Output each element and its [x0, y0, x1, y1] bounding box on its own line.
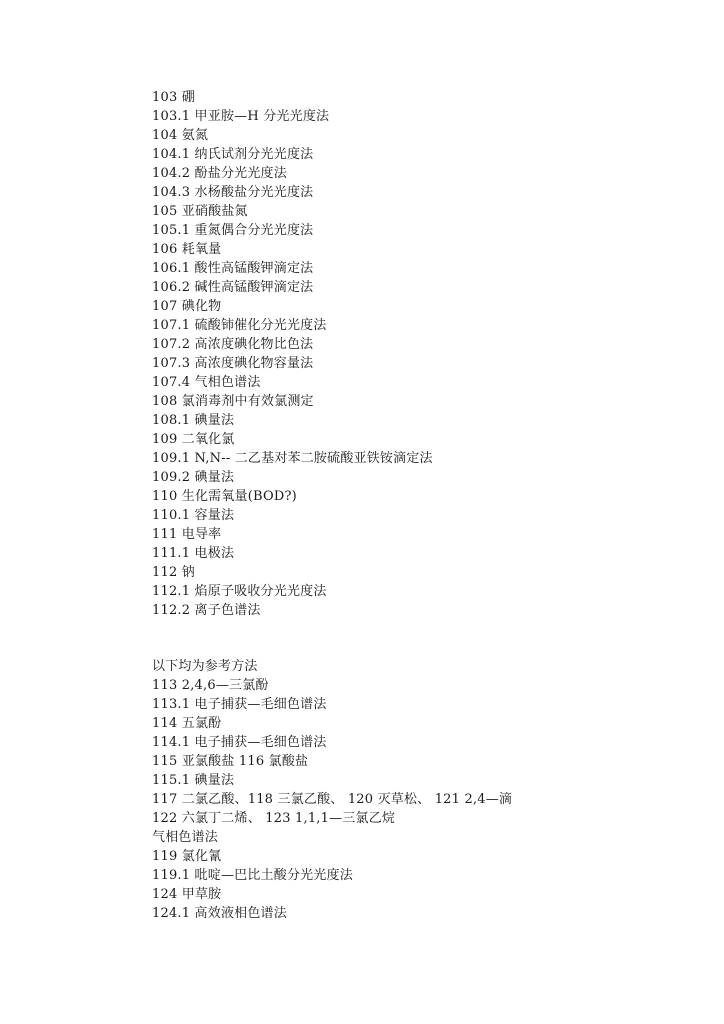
- list-item: 104.2 酚盐分光光度法: [152, 166, 287, 181]
- list-item: 109 二氧化氯: [152, 432, 235, 447]
- list-item: 110.1 容量法: [152, 508, 235, 523]
- method-list-section-1: [152, 88, 712, 620]
- list-item: 115.1 碘量法: [152, 773, 235, 788]
- section-spacer: [152, 620, 712, 657]
- list-item: 以下均为参考方法: [152, 659, 258, 674]
- list-item: 111 电导率: [152, 527, 222, 542]
- list-item: 104.1 纳氏试剂分光光度法: [152, 147, 314, 162]
- list-item: 112 钠: [152, 565, 195, 580]
- document-page: [152, 88, 712, 923]
- list-item: 114 五氯酚: [152, 716, 222, 731]
- list-item: 106.2 碱性高锰酸钾滴定法: [152, 280, 314, 295]
- list-item: 107.1 硫酸铈催化分光光度法: [152, 318, 327, 333]
- list-item: 104 氨氮: [152, 128, 209, 143]
- list-item: 103 硼: [152, 90, 195, 105]
- list-item: 105.1 重氮偶合分光光度法: [152, 223, 314, 238]
- list-item: 115 亚氯酸盐 116 氯酸盐: [152, 754, 309, 769]
- list-item: 111.1 电极法: [152, 546, 235, 561]
- list-item: 107.2 高浓度碘化物比色法: [152, 337, 314, 352]
- list-item: 122 六氯丁二烯、 123 1,1,1—三氯乙烷: [152, 811, 396, 826]
- list-item: 119 氯化氰: [152, 849, 222, 864]
- list-item: 108 氯消毒剂中有效氯测定: [152, 394, 314, 409]
- list-item: 103.1 甲亚胺—H 分光光度法: [152, 109, 330, 124]
- list-item: 105 亚硝酸盐氮: [152, 204, 248, 219]
- list-item: 110 生化需氧量(BOD?): [152, 489, 297, 504]
- list-item: 107.4 气相色谱法: [152, 375, 261, 390]
- list-item: 108.1 碘量法: [152, 413, 235, 428]
- list-item: 119.1 吡啶—巴比土酸分光光度法: [152, 868, 353, 883]
- list-item: 106.1 酸性高锰酸钾滴定法: [152, 261, 314, 276]
- list-item: 113.1 电子捕获—毛细色谱法: [152, 697, 327, 712]
- list-item: 气相色谱法: [152, 830, 219, 845]
- method-list-section-2: [152, 657, 712, 923]
- list-item: 107 碘化物: [152, 299, 222, 314]
- list-item: 107.3 高浓度碘化物容量法: [152, 356, 314, 371]
- list-item: 112.2 离子色谱法: [152, 603, 261, 618]
- list-item: 106 耗氧量: [152, 242, 222, 257]
- list-item: 114.1 电子捕获—毛细色谱法: [152, 735, 327, 750]
- list-item: 112.1 焰原子吸收分光光度法: [152, 584, 327, 599]
- list-item: 109.2 碘量法: [152, 470, 235, 485]
- list-item: 113 2,4,6—三氯酚: [152, 678, 269, 693]
- list-item: 109.1 N,N-- 二乙基对苯二胺硫酸亚铁铵滴定法: [152, 451, 433, 466]
- list-item: 104.3 水杨酸盐分光光度法: [152, 185, 314, 200]
- list-item: 124 甲草胺: [152, 887, 222, 902]
- list-item: 117 二氯乙酸、118 三氯乙酸、 120 灭草松、 121 2,4—滴: [152, 792, 513, 807]
- list-item: 124.1 高效液相色谱法: [152, 906, 287, 921]
